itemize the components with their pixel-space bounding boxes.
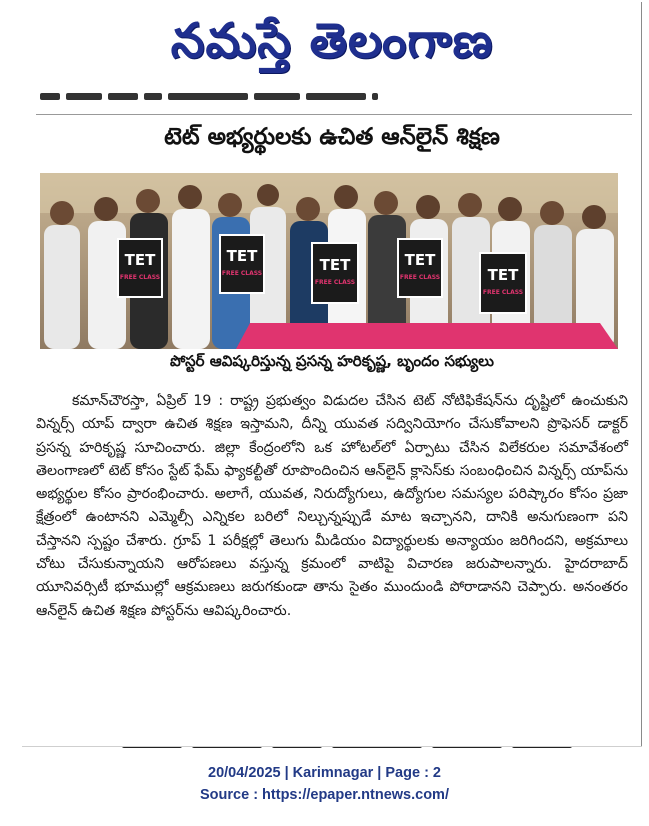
article-photo [40, 173, 618, 349]
footer-date-edition: 20/04/2025 | Karimnagar | Page : 2 [208, 765, 441, 781]
poster-title: TET [487, 266, 519, 284]
cut-text-fragment [38, 84, 398, 104]
cut-previous-article-line [38, 84, 398, 104]
poster-title: TET [124, 251, 156, 269]
poster-title: TET [319, 256, 351, 274]
article-body: కమాన్‌చౌరస్తా, ఏప్రిల్ 19 : రాష్ట్ర ప్రభుత్వం విడుదల చేసిన టెట్ నోటిఫికేషన్‌ను దృష్టిలో ఉంచుకుని విన్నర్స్ యాప్ ద్వారా ఉచిత శిక్షణ ఇస్తామని, దీన్ని యువత సద్వినియోగం చేసుకోవాలని ప్రొఫెసర్ డాక్టర్ ప్రసన్న హరికృష్ణ సూచించారు. జిల్లా కేంద్రంలోని ఒక హోటల్‌లో ఏర్పాటు చేసిన విలేకరుల సమావేశంలో తెలంగాణలో టెట్ కోసం స్టేట్ ఫేమ్ ఫ్యాకల్టీతో రూపొందించిన ఆన్‌లైన్ క్లాసెస్‌కు సంబంధించిన విన్నర్స్ యాప్‌ను అభ్యర్థుల కోసం ప్రారంభించారు. అలాగే, యువత, నిరుద్యోగులు, ఉద్యోగుల సమస్యల పరిష్కారం కోసం ప్రజా క్షేత్రంలో ఉంటానని ఎమ్మెల్సీ ఎన్నికల బరిలో నిల్చున్నప్పుడే మాట ఇచ్చానని, దానికి అనుగుణంగా పని చేస్తానని స్పష్టం చేశారు. గ్రూప్ 1 పరీక్షల్లో తెలుగు మీడియం విద్యార్థులకు అన్యాయం జరిగిందని, అక్రమాలు చోటు చేసుకున్నాయని ఆరోపణలు వస్తున్న క్రమంలో వాటిపై విచారణ జరుపాలన్నారు. హైదరాబాద్ యూనివర్సిటీ భూముల్లో ఆక్రమణలు జరుగకుండా తాను సైతం ముందుండి పోరాడానని చెప్పారు. అనంతరం ఆన్‌లైన్ ఉచిత శిక్షణ పోస్టర్‌ను ఆవిష్కరించారు. [36, 393, 628, 619]
poster-title: TET [404, 251, 436, 269]
group-photo-illustration [40, 173, 618, 349]
poster-subtitle: FREE CLASS [482, 289, 524, 296]
poster-subtitle: FREE CLASS [399, 274, 441, 281]
footer-source: Source : https://epaper.ntnews.com/ [200, 787, 449, 803]
poster-subtitle: FREE CLASS [119, 274, 161, 281]
clipping-border-bottom [22, 746, 642, 747]
article-headline: టెట్ అభ్యర్థులకు ఉచిత ఆన్‌లైన్ శిక్షణ [164, 124, 500, 150]
masthead-title: నమస్తే తెలంగాణ [170, 13, 494, 69]
headline-divider [36, 114, 632, 115]
newspaper-clipping [22, 0, 642, 748]
poster-subtitle: FREE CLASS [221, 270, 263, 277]
clipping-border-right [641, 2, 642, 746]
poster-title: TET [226, 247, 258, 265]
photo-caption: పోస్టర్ ఆవిష్కరిస్తున్న ప్రసన్న హరికృష్ణ, బృందం సభ్యులు [170, 352, 494, 370]
poster-subtitle: FREE CLASS [314, 279, 356, 286]
